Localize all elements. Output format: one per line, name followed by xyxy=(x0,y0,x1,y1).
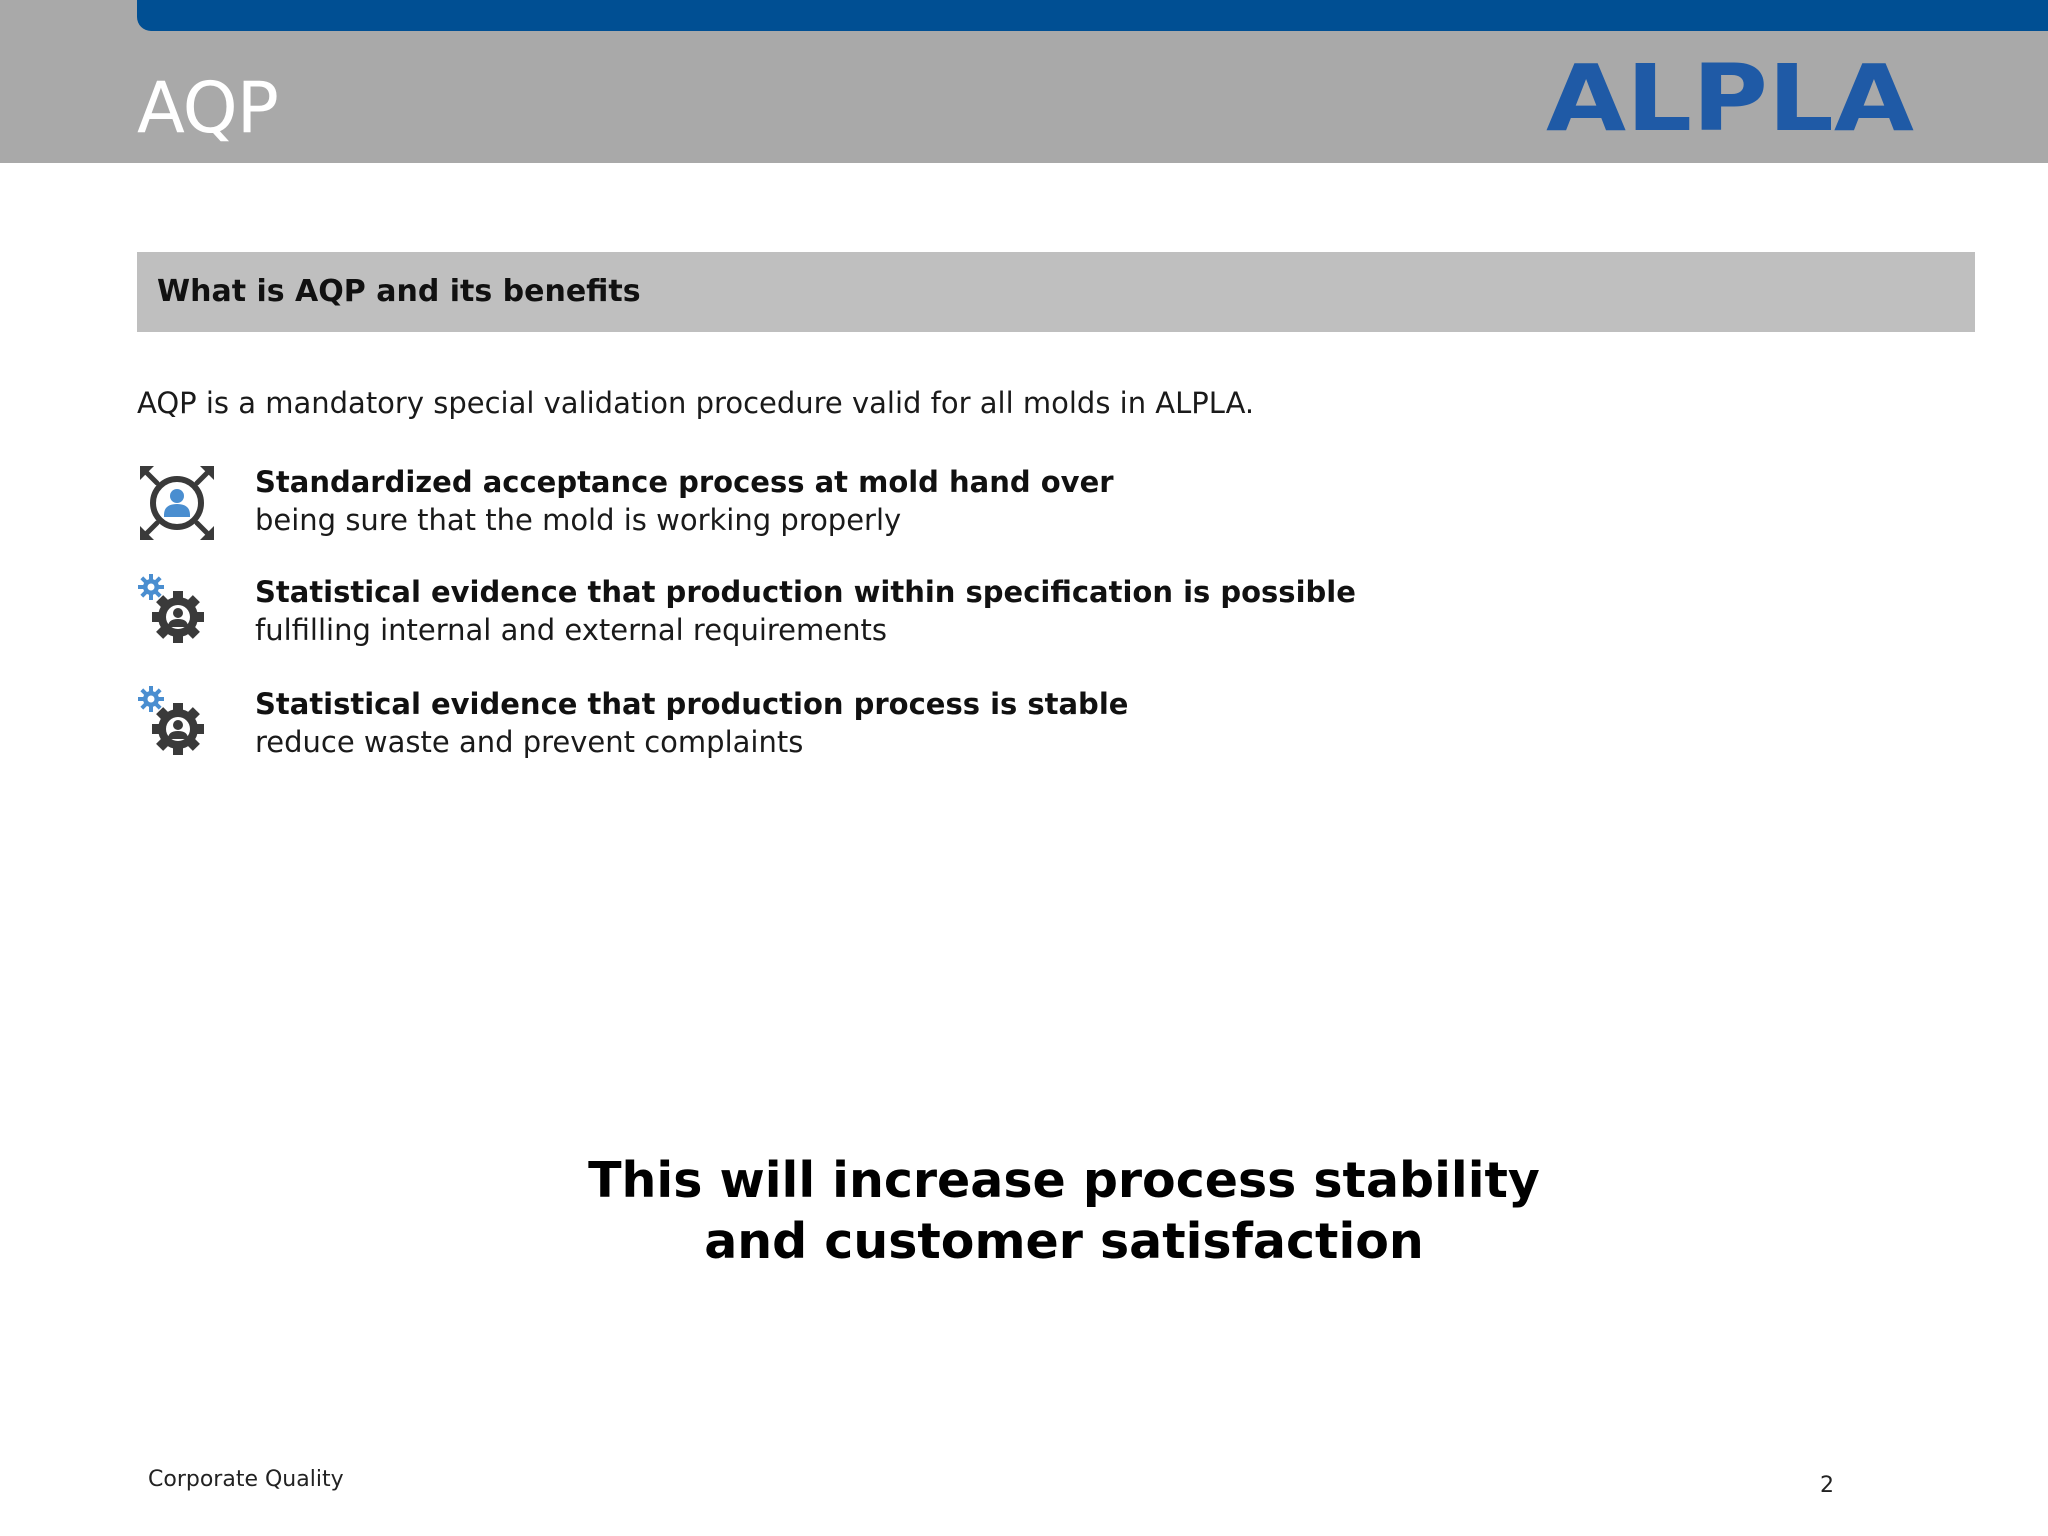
footer-label: Corporate Quality xyxy=(148,1467,344,1492)
benefit-subtext: reduce waste and prevent complaints xyxy=(255,725,804,759)
slide-title: AQP xyxy=(137,67,278,149)
benefit-item xyxy=(137,463,1637,553)
conclusion-statement xyxy=(0,1150,2048,1272)
benefit-heading: Statistical evidence that production within specification is possible xyxy=(255,575,1356,609)
section-bar xyxy=(137,252,1975,332)
benefit-subtext: being sure that the mold is working properly xyxy=(255,503,902,537)
benefit-heading: Standardized acceptance process at mold hand over xyxy=(255,465,1114,499)
benefit-heading: Statistical evidence that production process is stable xyxy=(255,687,1129,721)
page-number: 2 xyxy=(1820,1473,1834,1498)
conclusion-line-1: This will increase process stability xyxy=(588,1152,1540,1209)
conclusion-line-2: and customer satisfaction xyxy=(704,1213,1424,1270)
benefit-item xyxy=(137,685,1637,775)
alpla-logo-text: ALPLA xyxy=(1546,58,1914,138)
user-expand-icon xyxy=(137,463,217,543)
alpla-logo xyxy=(1540,58,1920,138)
section-title: What is AQP and its benefits xyxy=(157,274,641,309)
header-accent-bar xyxy=(137,0,2048,31)
benefit-subtext: fulfilling internal and external requirements xyxy=(255,613,887,647)
benefit-item xyxy=(137,573,1637,663)
gear-user-icon xyxy=(137,685,217,765)
intro-text: AQP is a mandatory special validation procedure valid for all molds in ALPLA. xyxy=(137,386,1255,420)
gear-user-icon xyxy=(137,573,217,653)
